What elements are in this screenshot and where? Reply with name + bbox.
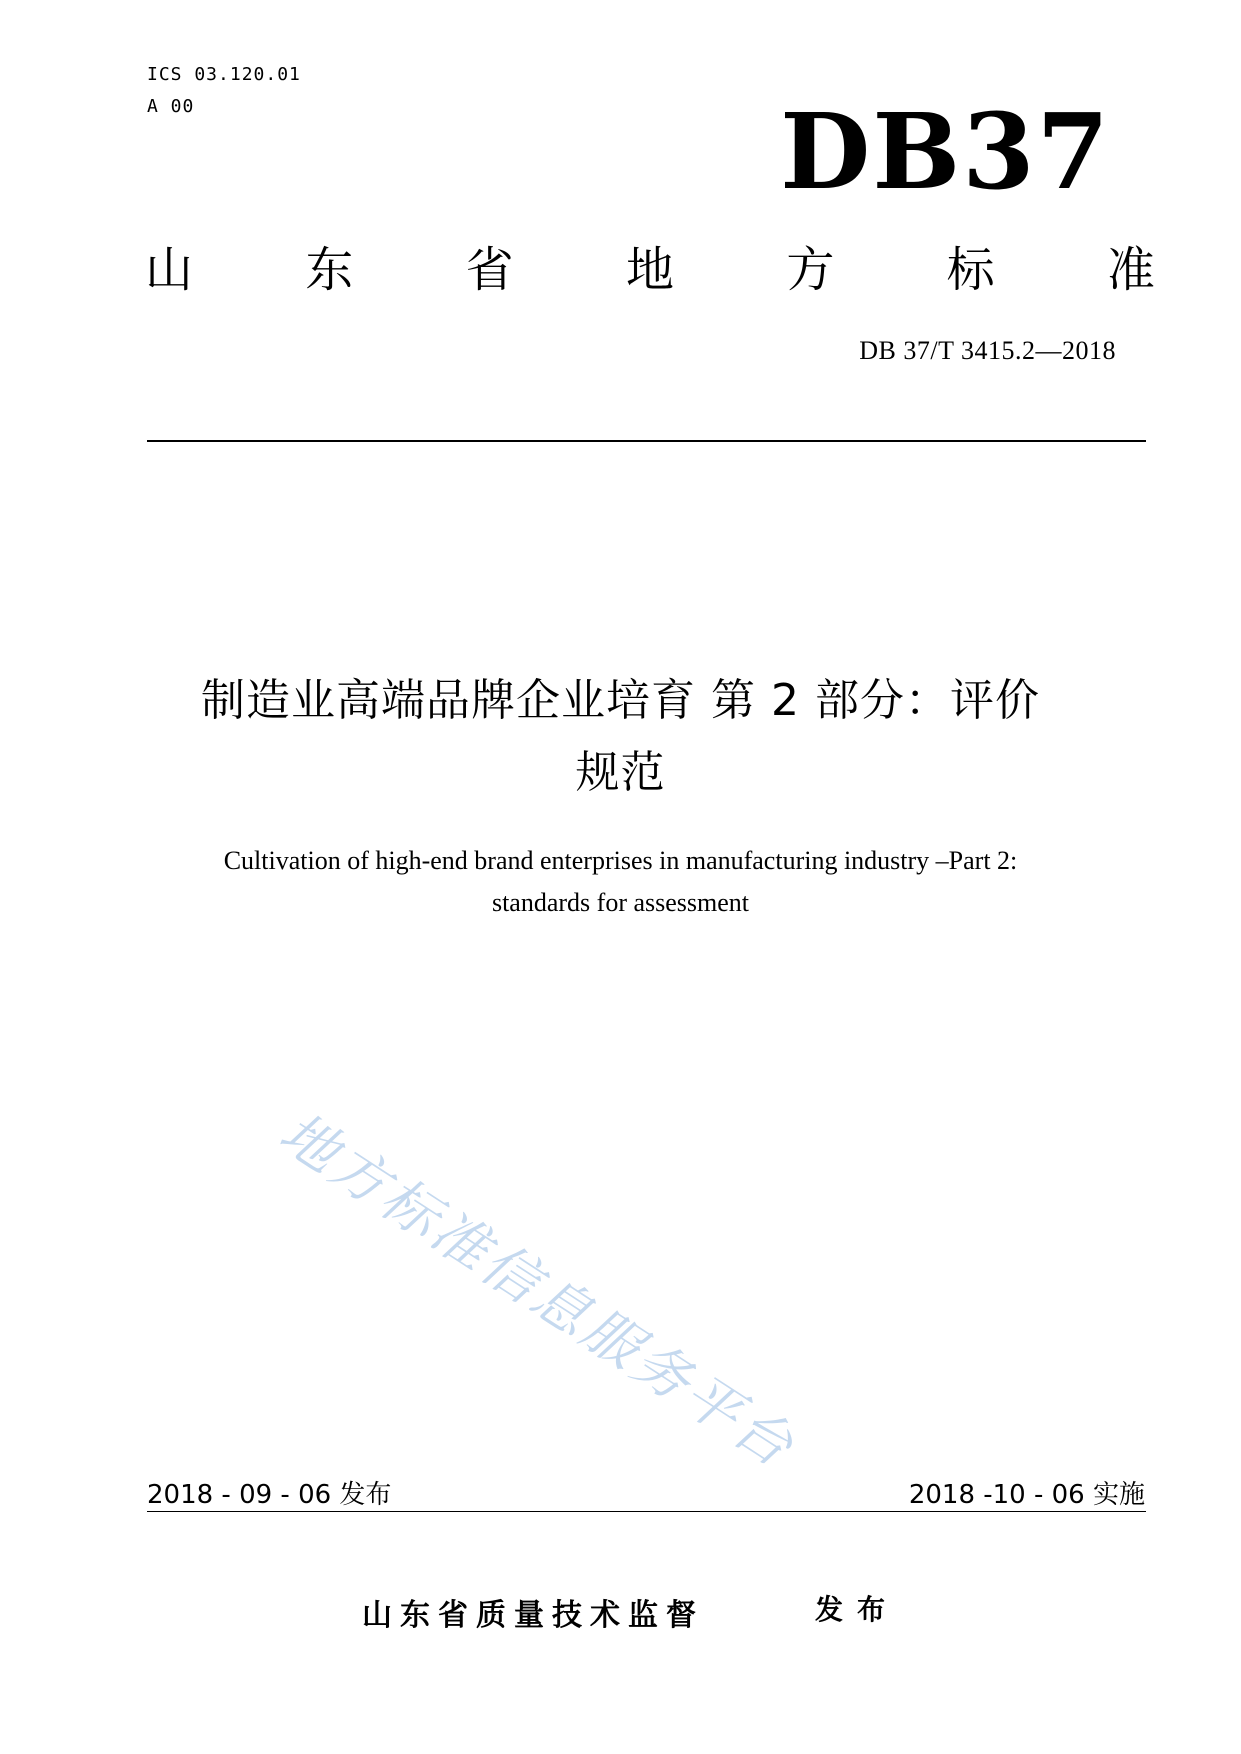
english-title-line-2: standards for assessment — [491, 888, 750, 917]
classification-code: A 00 — [147, 96, 195, 117]
ics-code: ICS 03.120.01 — [147, 64, 301, 85]
standard-level-char: 山 — [145, 242, 194, 298]
english-title — [100, 840, 1141, 924]
implementation-date: 2018 -10 - 06 实施 — [908, 1480, 1145, 1510]
db-logo: DB37 — [780, 90, 1111, 213]
standard-level-char: 标 — [946, 242, 995, 298]
watermark: 地方标准信息服务平台 — [268, 1100, 807, 1482]
chinese-title — [100, 665, 1141, 809]
chinese-title-line-2: 规范 — [575, 747, 666, 798]
standard-level — [145, 240, 1155, 300]
chinese-title-line-1: 制造业高端品牌企业培育 第 2 部分：评价 — [201, 675, 1040, 726]
standard-level-char: 地 — [625, 242, 674, 298]
standard-number: DB 37/T 3415.2—2018 — [859, 336, 1116, 365]
issue-label: 发布 — [815, 1593, 900, 1626]
bottom-divider — [147, 1511, 1146, 1512]
english-title-line-1: Cultivation of high-end brand enterprises in manufacturing industry –Part 2: — [223, 846, 1018, 875]
standard-level-char: 省 — [465, 242, 514, 298]
issuing-authority: 山东省质量技术监督 — [362, 1598, 704, 1633]
top-divider — [147, 440, 1146, 442]
standard-level-char: 东 — [305, 242, 354, 298]
issue-date: 2018 - 09 - 06 发布 — [147, 1480, 392, 1510]
standard-level-char: 准 — [1106, 242, 1155, 298]
standard-level-char: 方 — [786, 242, 835, 298]
